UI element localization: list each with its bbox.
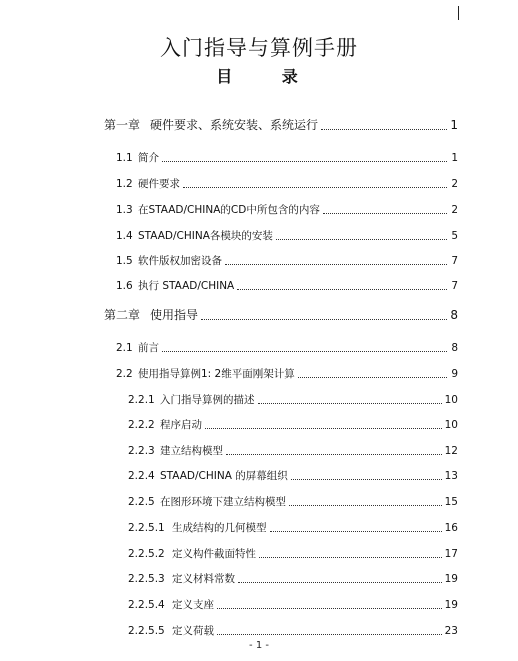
toc-entry-number: 1.6 bbox=[116, 280, 133, 292]
toc-entry-title: 在图形环境下建立结构模型 bbox=[160, 496, 286, 508]
page-number-footer: - 1 - bbox=[249, 640, 269, 651]
dot-leader bbox=[201, 319, 447, 320]
toc-entry[interactable] bbox=[128, 466, 458, 482]
toc-entry-title: 简介 bbox=[138, 152, 159, 164]
toc-entry-title: 定义荷载 bbox=[172, 625, 214, 637]
toc-entry-number: 1.4 bbox=[116, 230, 133, 242]
dot-leader bbox=[183, 187, 447, 188]
toc-entry-title: 软件版权加密设备 bbox=[138, 255, 222, 267]
dot-leader bbox=[162, 351, 447, 352]
toc-entry[interactable] bbox=[128, 518, 458, 534]
toc-entry-number: 2.1 bbox=[116, 342, 133, 354]
toc-entry-number: 2.2.5.4 bbox=[128, 599, 165, 611]
dot-leader bbox=[237, 289, 447, 290]
dot-leader bbox=[226, 454, 442, 455]
dot-leader bbox=[217, 634, 442, 635]
toc-entry-page: 8 bbox=[451, 342, 458, 354]
dot-leader bbox=[162, 161, 447, 162]
document-title: 入门指导与算例手册 bbox=[160, 36, 358, 60]
toc-entry-page: 8 bbox=[450, 308, 458, 322]
toc-entry-page: 1 bbox=[451, 152, 458, 164]
toc-entry-number: 2.2.3 bbox=[128, 445, 155, 457]
dot-leader bbox=[238, 582, 442, 583]
dot-leader bbox=[205, 428, 442, 429]
toc-entry-title: 在STAAD/CHINA的CD中所包含的内容 bbox=[138, 204, 320, 216]
toc-chapter-entry[interactable] bbox=[104, 114, 458, 132]
toc-entry[interactable] bbox=[116, 364, 458, 380]
toc-entry-title: 硬件要求、系统安装、系统运行 bbox=[150, 118, 319, 132]
toc-entry-number: 2.2.2 bbox=[128, 419, 155, 431]
toc-entry-title: 硬件要求 bbox=[138, 178, 180, 190]
toc-entry-page: 16 bbox=[444, 522, 458, 534]
toc-entry-title: 定义材料常数 bbox=[172, 573, 235, 585]
toc-entry[interactable] bbox=[128, 415, 458, 431]
toc-entry-number: 2.2.5.5 bbox=[128, 625, 165, 637]
toc-entry[interactable] bbox=[128, 595, 458, 611]
toc-entry-number: 2.2.5 bbox=[128, 496, 155, 508]
toc-entry-number: 2.2.4 bbox=[128, 470, 155, 482]
toc-entry-number: 2.2.5.2 bbox=[128, 548, 165, 560]
toc-entry-page: 19 bbox=[444, 599, 458, 611]
dot-leader bbox=[270, 531, 442, 532]
toc-entry[interactable] bbox=[128, 492, 458, 508]
dot-leader bbox=[321, 129, 447, 130]
toc-entry-page: 10 bbox=[444, 394, 458, 406]
toc-entry-page: 13 bbox=[444, 470, 458, 482]
toc-entry-number: 1.1 bbox=[116, 152, 133, 164]
toc-entry[interactable] bbox=[116, 200, 458, 216]
toc-entry[interactable] bbox=[128, 390, 458, 406]
toc-entry-number: 第二章 bbox=[104, 308, 141, 322]
toc-entry[interactable] bbox=[128, 621, 458, 637]
toc-entry[interactable] bbox=[116, 338, 458, 354]
toc-entry-title: 使用指导 bbox=[150, 308, 199, 322]
toc-entry-page: 1 bbox=[450, 118, 458, 132]
toc-entry-number: 2.2 bbox=[116, 368, 133, 380]
toc-entry-title: 定义构件截面特性 bbox=[172, 548, 256, 560]
toc-entry-page: 12 bbox=[444, 445, 458, 457]
toc-entry[interactable] bbox=[128, 544, 458, 560]
toc-entry[interactable] bbox=[116, 174, 458, 190]
toc-entry[interactable] bbox=[128, 569, 458, 585]
toc-entry-number: 1.2 bbox=[116, 178, 133, 190]
toc-entry-page: 7 bbox=[451, 280, 458, 292]
toc-entry-number: 2.2.5.1 bbox=[128, 522, 165, 534]
toc-entry-page: 19 bbox=[444, 573, 458, 585]
dot-leader bbox=[289, 505, 442, 506]
toc-heading: 目 录 bbox=[216, 67, 320, 86]
toc-entry[interactable] bbox=[128, 441, 458, 457]
dot-leader bbox=[259, 557, 442, 558]
dot-leader bbox=[225, 264, 447, 265]
toc-entry-page: 2 bbox=[451, 204, 458, 216]
dot-leader bbox=[258, 403, 442, 404]
toc-entry-page: 2 bbox=[451, 178, 458, 190]
toc-entry[interactable] bbox=[116, 148, 458, 164]
toc-entry-page: 23 bbox=[444, 625, 458, 637]
toc-entry-title: 执行 STAAD/CHINA bbox=[138, 280, 235, 292]
toc-entry[interactable] bbox=[116, 226, 458, 242]
toc-entry[interactable] bbox=[116, 276, 458, 292]
toc-entry-number: 第一章 bbox=[104, 118, 141, 132]
dot-leader bbox=[276, 239, 447, 240]
toc-entry-page: 7 bbox=[451, 255, 458, 267]
toc-chapter-entry[interactable] bbox=[104, 304, 458, 322]
toc-entry-number: 1.3 bbox=[116, 204, 133, 216]
dot-leader bbox=[323, 213, 447, 214]
toc-entry-title: STAAD/CHINA 的屏幕组织 bbox=[160, 470, 288, 482]
toc-entry-number: 2.2.1 bbox=[128, 394, 155, 406]
dot-leader bbox=[291, 479, 442, 480]
toc-entry-title: 定义支座 bbox=[172, 599, 214, 611]
toc-entry-title: 前言 bbox=[138, 342, 159, 354]
toc-entry-title: 使用指导算例1: 2维平面刚架计算 bbox=[138, 368, 295, 380]
dot-leader bbox=[217, 608, 442, 609]
toc-entry-title: 入门指导算例的描述 bbox=[160, 394, 255, 406]
toc-entry-title: 程序启动 bbox=[160, 419, 202, 431]
toc-entry-number: 1.5 bbox=[116, 255, 133, 267]
toc-entry-title: 建立结构模型 bbox=[160, 445, 223, 457]
toc-entry-title: STAAD/CHINA各模块的安装 bbox=[138, 230, 273, 242]
toc-entry-page: 5 bbox=[451, 230, 458, 242]
toc-entry-page: 9 bbox=[451, 368, 458, 380]
toc-entry-page: 10 bbox=[444, 419, 458, 431]
toc-entry[interactable] bbox=[116, 251, 458, 267]
toc-entry-number: 2.2.5.3 bbox=[128, 573, 165, 585]
dot-leader bbox=[298, 377, 447, 378]
toc-entry-page: 15 bbox=[444, 496, 458, 508]
toc-entry-title: 生成结构的几何模型 bbox=[172, 522, 267, 534]
toc-entry-page: 17 bbox=[444, 548, 458, 560]
